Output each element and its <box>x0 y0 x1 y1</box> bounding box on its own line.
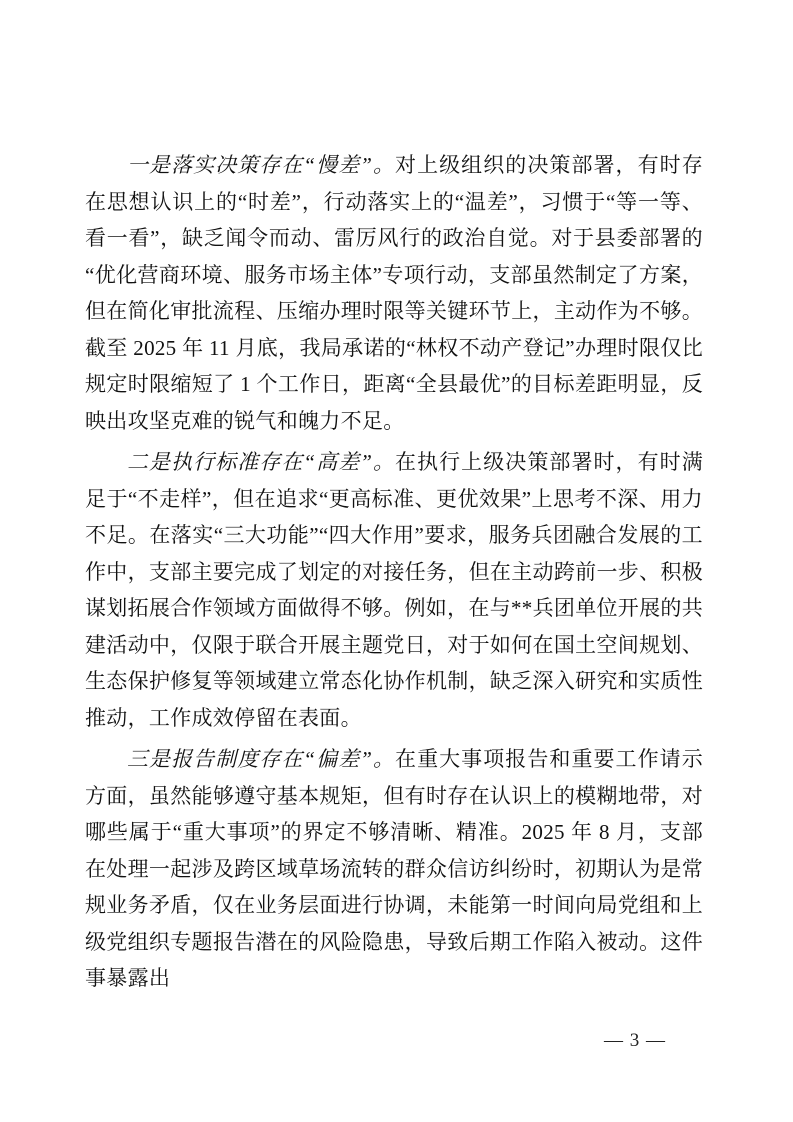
paragraph-1-lead: 一是落实决策存在“慢差”。 <box>127 153 396 177</box>
paragraph-3 <box>85 741 703 997</box>
document-body <box>85 147 703 1002</box>
paragraph-2-lead: 二是执行标准存在“高差”。 <box>127 450 396 474</box>
paragraph-2 <box>85 444 703 736</box>
paragraph-1 <box>85 147 703 439</box>
paragraph-3-text: 在重大事项报告和重要工作请示方面，虽然能够遵守基本规矩，但有时存在认识上的模糊地带，对哪些属于“重大事项”的界定不够清晰、精准。2025 年 8 月，支部在处理一起涉及跨区域草场流转的群众信访纠纷时，初期认为是常规业务矛盾，仅在业务层面进行协调，未能第一时间向局党组和上级党组织专题报告潜在的风险隐患，导致后期工作陷入被动。这件事暴露出 <box>85 747 703 990</box>
paragraph-3-lead: 三是报告制度存在“偏差”。 <box>127 747 396 771</box>
paragraph-2-text: 在执行上级决策部署时，有时满足于“不走样”，但在追求“更高标准、更优效果”上思考不深、用力不足。在落实“三大功能”“四大作用”要求，服务兵团融合发展的工作中，支部主要完成了划定的对接任务，但在主动跨前一步、积极谋划拓展合作领域方面做得不够。例如，在与**兵团单位开展的共建活动中，仅限于联合开展主题党日，对于如何在国土空间规划、生态保护修复等领域建立常态化协作机制，缺乏深入研究和实质性推动，工作成效停留在表面。 <box>85 450 703 730</box>
page-number: — 3 — <box>604 1030 666 1051</box>
paragraph-1-text: 对上级组织的决策部署，有时存在思想认识上的“时差”，行动落实上的“温差”，习惯于“等一等、看一看”，缺乏闻令而动、雷厉风行的政治自觉。对于县委部署的“优化营商环境、服务市场主体”专项行动，支部虽然制定了方案，但在简化审批流程、压缩办理时限等关键环节上，主动作为不够。截至 2025 年 11 月底，我局承诺的“林权不动产登记”办理时限仅比规定时限缩短了 1 个工作日，距离“全县最优”的目标差距明显，反映出攻坚克难的锐气和魄力不足。 <box>85 153 703 433</box>
